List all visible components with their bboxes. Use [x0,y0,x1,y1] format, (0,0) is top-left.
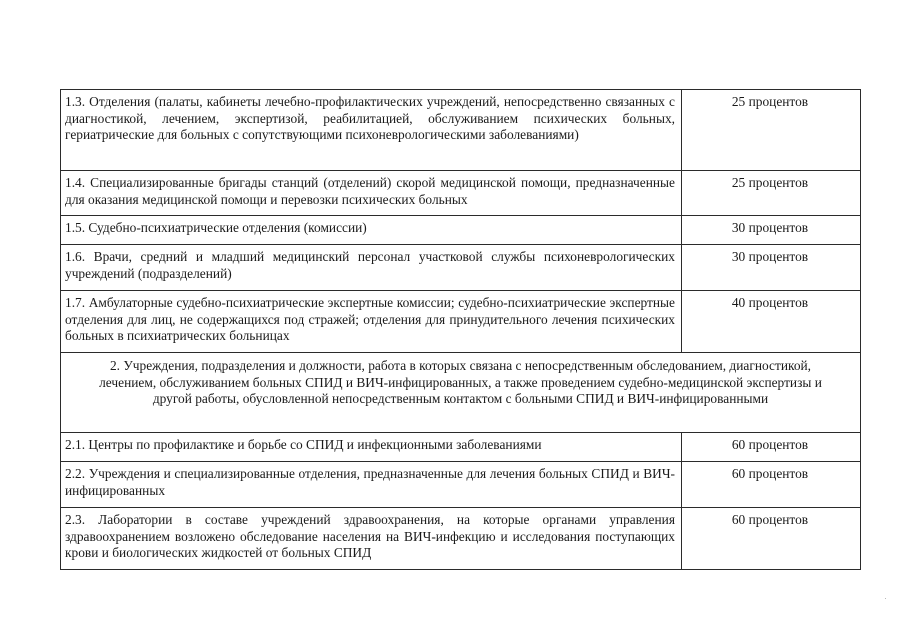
row-percent: 25 процентов [682,171,861,216]
row-percent: 30 процентов [682,216,861,245]
table-row [61,291,861,353]
row-description: 2.2. Учреждения и специализированные отделения, предназначенные для лечения больных СПИД и ВИЧ-инфицированных [61,462,682,508]
row-percent: 40 процентов [682,291,861,353]
table-row [61,245,861,291]
row-description: 1.4. Специализированные бригады станций (отделений) скорой медицинской помощи, предназначенные для оказания медицинской помощи и перевозки психических больных [61,171,682,216]
section-heading: 2. Учреждения, подразделения и должности, работа в которых связана с непосредственным обследованием, диагностикой, лечением, обслуживанием больных СПИД и ВИЧ-инфицированных, а также проведением судебно-медицинской экспертизы и другой работы, обусловленной непосредственным контактом с больными СПИД и ВИЧ-инфицированными [61,353,861,433]
row-description: 1.3. Отделения (палаты, кабинеты лечебно-профилактических учреждений, непосредственно связанных с диагностикой, лечением, экспертизой, реабилитацией, обслуживанием психических больных, гериатрические для больных с сопутствующими психоневрологическими заболеваниями) [61,90,682,171]
row-percent: 60 процентов [682,462,861,508]
row-description: 1.6. Врачи, средний и младший медицинский персонал участковой службы психоневрологических учреждений (подразделений) [61,245,682,291]
row-percent: 25 процентов [682,90,861,171]
table-row [61,216,861,245]
table-row [61,433,861,462]
table-row [61,171,861,216]
table-row [61,462,861,508]
table-row [61,508,861,570]
row-percent: 60 процентов [682,508,861,570]
row-description: 2.3. Лаборатории в составе учреждений здравоохранения, на которые органами управления здравоохранением возложено обследование населения на ВИЧ-инфекцию и исследования поступающих крови и биологических жидкостей от больных СПИД [61,508,682,570]
row-description: 1.5. Судебно-психиатрические отделения (комиссии) [61,216,682,245]
bonus-rates-table [60,89,861,570]
scan-speck [885,598,886,599]
row-percent: 30 процентов [682,245,861,291]
row-description: 2.1. Центры по профилактике и борьбе со СПИД и инфекционными заболеваниями [61,433,682,462]
row-percent: 60 процентов [682,433,861,462]
table-row [61,90,861,171]
row-description: 1.7. Амбулаторные судебно-психиатрические экспертные комиссии; судебно-психиатрические экспертные отделения для лиц, не содержащихся под стражей; отделения для принудительного лечения психических больных в психиатрических больницах [61,291,682,353]
section-heading-row [61,353,861,433]
